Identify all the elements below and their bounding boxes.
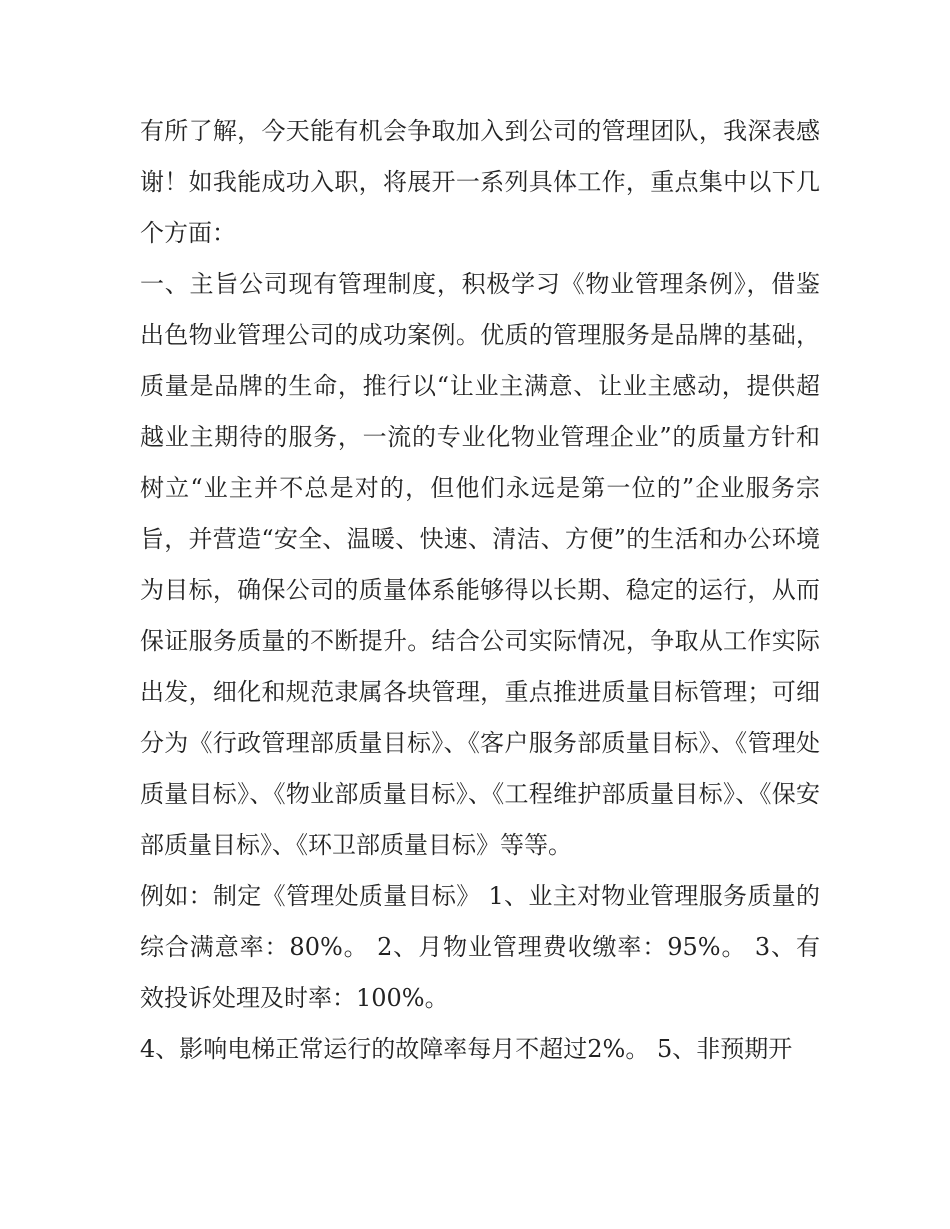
document-body <box>140 106 820 1075</box>
paragraph-section-one: 一、主旨公司现有管理制度，积极学习《物业管理条例》，借鉴出色物业管理公司的成功案例。优质的管理服务是品牌的基础，质量是品牌的生命，推行以“让业主满意、让业主感动，提供超越业主期待的服务，一流的专业化物业管理企业”的质量方针和树立“业主并不总是对的，但他们永远是第一位的”企业服务宗旨，并营造“安全、温暖、快速、清洁、方便”的生活和办公环境为目标，确保公司的质量体系能够得以长期、稳定的运行，从而保证服务质量的不断提升。结合公司实际情况，争取从工作实际出发，细化和规范隶属各块管理，重点推进质量目标管理；可细分为《行政管理部质量目标》、《客户服务部质量目标》、《管理处质量目标》、《物业部质量目标》、《工程维护部质量目标》、《保安部质量目标》、《环卫部质量目标》等等。 <box>140 270 820 859</box>
paragraph-continued: 4、影响电梯正常运行的故障率每月不超过2%。 5、非预期开 <box>140 1035 793 1063</box>
paragraph-intro: 有所了解，今天能有机会争取加入到公司的管理团队，我深表感谢！如我能成功入职，将展开一系列具体工作，重点集中以下几个方面： <box>140 117 820 247</box>
paragraph-example: 例如：制定《管理处质量目标》 1、业主对物业管理服务质量的综合满意率：80%。 2、月物业管理费收缴率：95%。 3、有效投诉处理及时率：100%。 <box>140 882 820 1012</box>
